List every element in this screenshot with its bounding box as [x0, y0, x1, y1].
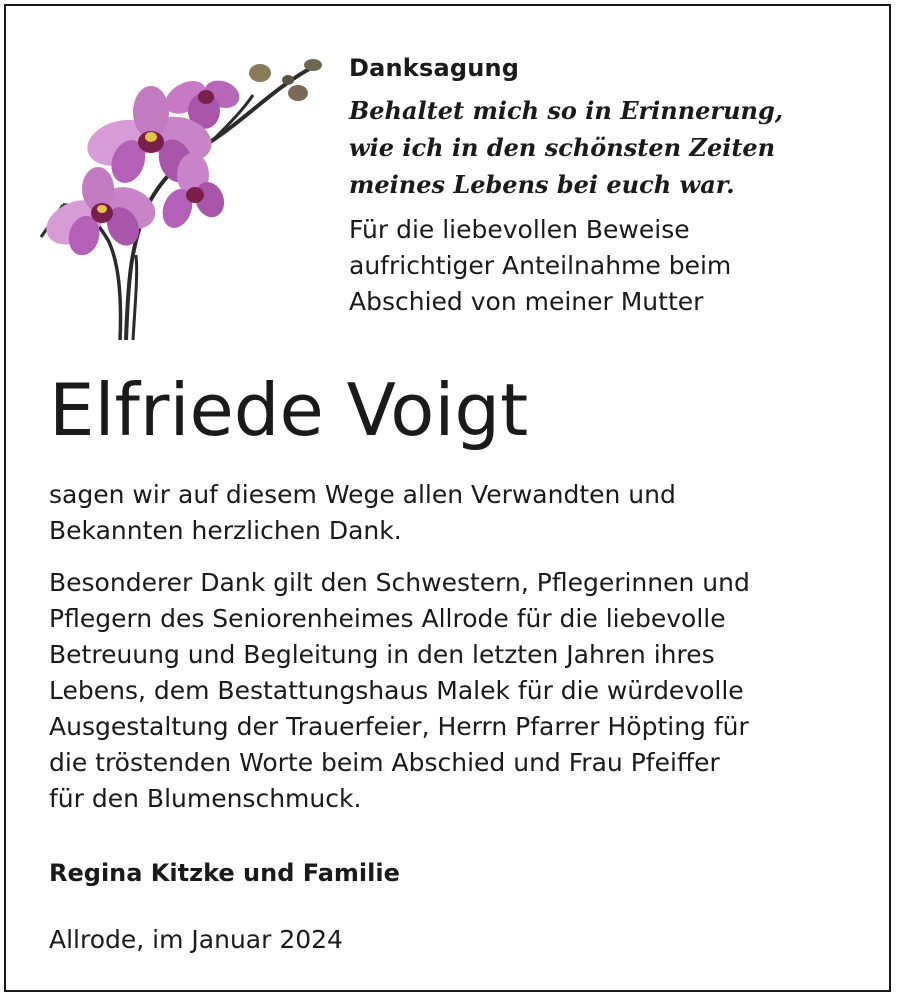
verse-line: wie ich in den schönsten Zeiten [349, 133, 776, 162]
paragraph-line: für den Blumenschmuck. [49, 784, 362, 813]
notice-heading: Danksagung [349, 54, 520, 82]
signature: Regina Kitzke und Familie [49, 859, 400, 887]
paragraph-line: Ausgestaltung der Trauerfeier, Herrn Pfarrer Höpting für [49, 712, 749, 741]
verse-line: meines Lebens bei euch war. [349, 170, 735, 199]
intro-line: Für die liebevollen Beweise [349, 215, 690, 244]
place-date: Allrode, im Januar 2024 [49, 925, 343, 954]
deceased-name: Elfriede Voigt [49, 368, 529, 452]
special-thanks-paragraph [49, 565, 869, 817]
paragraph-line: Bekannten herzlichen Dank. [49, 516, 402, 545]
body-text [49, 477, 869, 817]
paragraph-line: Lebens, dem Bestattungshaus Malek für die würdevolle [49, 676, 744, 705]
header-block [349, 50, 869, 320]
orchid-branch-icon [38, 55, 328, 345]
paragraph-line: sagen wir auf diesem Wege allen Verwandten und [49, 480, 676, 509]
paragraph-line: Pflegern des Seniorenheimes Allrode für die liebevolle [49, 604, 726, 633]
intro-line: Abschied von meiner Mutter [349, 287, 704, 316]
intro-line: aufrichtiger Anteilnahme beim [349, 251, 732, 280]
verse-line: Behaltet mich so in Erinnerung, [349, 96, 784, 125]
paragraph-line: Betreuung und Begleitung in den letzten Jahren ihres [49, 640, 715, 669]
paragraph-line: Besonderer Dank gilt den Schwestern, Pflegerinnen und [49, 568, 750, 597]
thanks-paragraph [49, 477, 869, 549]
memorial-verse [349, 92, 869, 203]
intro-text [349, 212, 869, 320]
paragraph-line: die tröstenden Worte beim Abschied und Frau Pfeiffer [49, 748, 720, 777]
